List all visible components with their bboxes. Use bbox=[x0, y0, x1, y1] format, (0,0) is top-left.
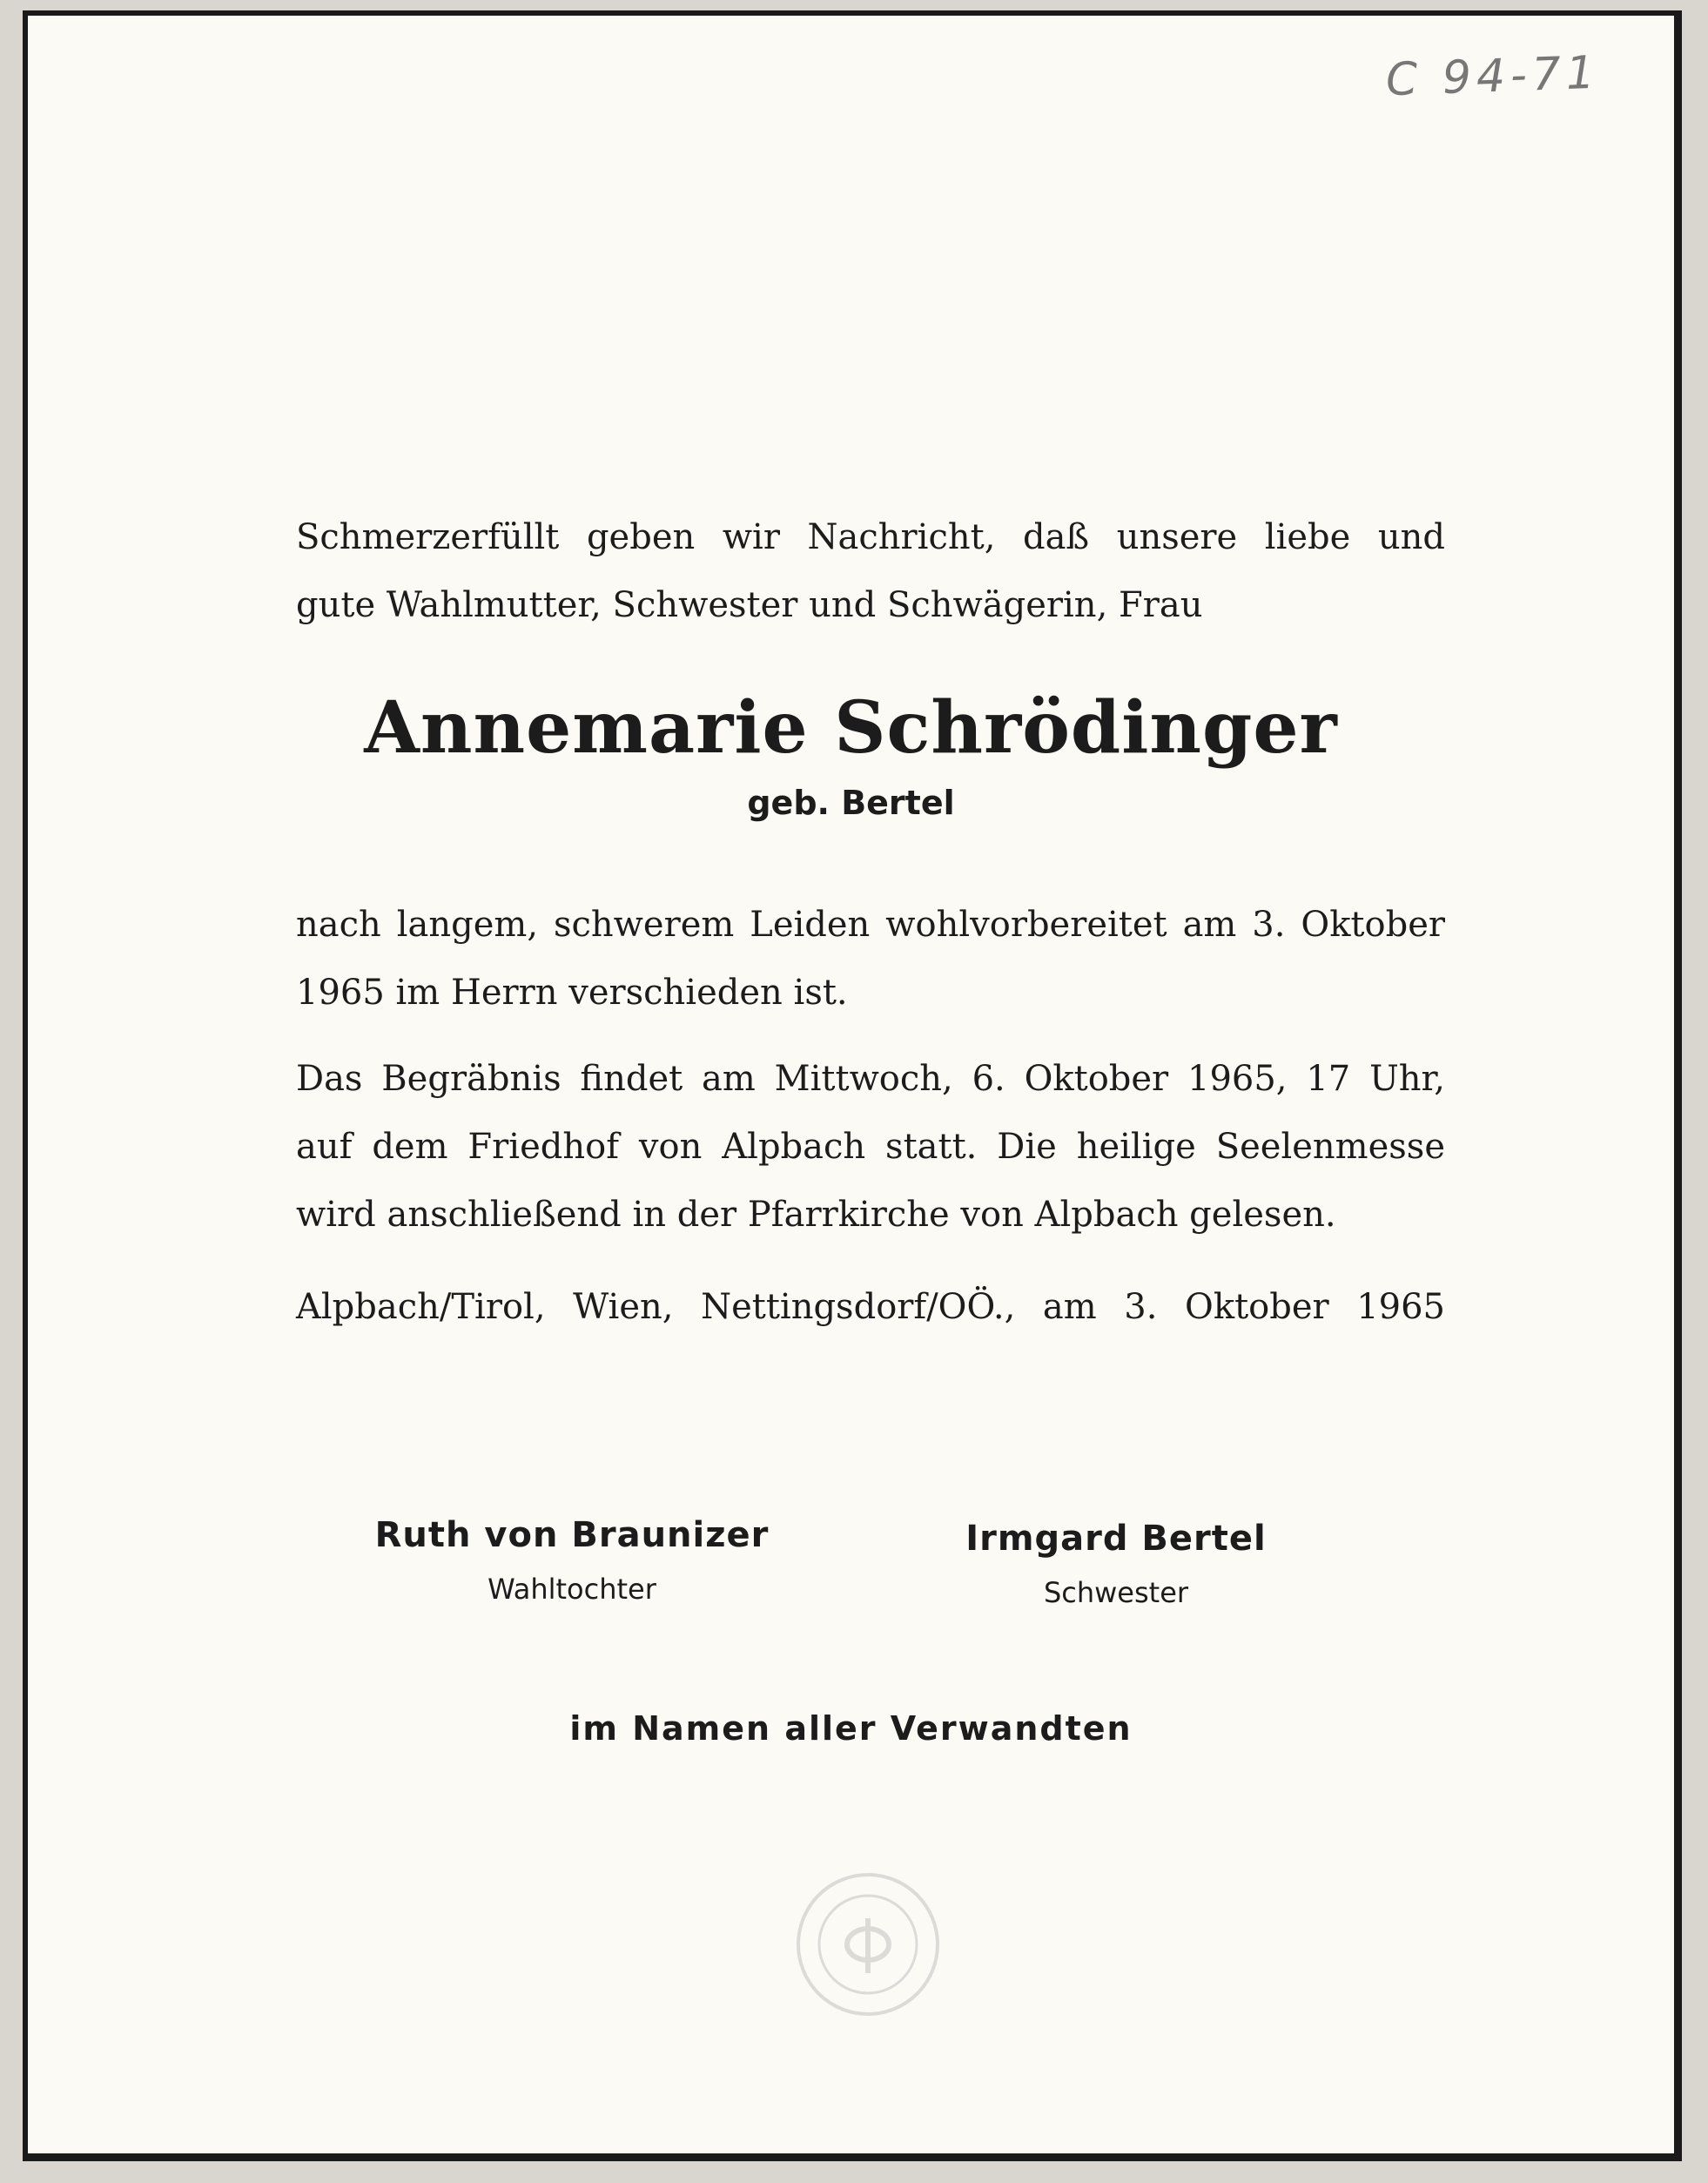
death-notice-line-2: 1965 im Herrn verschieden ist. bbox=[296, 973, 848, 1013]
intro-line-2: gute Wahlmutter, Schwester und Schwägerin, Frau bbox=[296, 585, 1203, 625]
intro-line-1: Schmerzerfüllt geben wir Nachricht, daß unsere liebe und bbox=[296, 517, 1445, 557]
archive-number: C 94-71 bbox=[1385, 46, 1601, 107]
signer-irmgard bbox=[942, 1519, 1290, 1609]
death-notice-paragraph bbox=[296, 891, 1445, 1027]
funeral-line-3: wird anschließend in der Pfarrkirche von Alpbach gelesen. bbox=[296, 1195, 1336, 1235]
closing-line: im Namen aller Verwandten bbox=[569, 1709, 1133, 1748]
library-stamp-icon bbox=[794, 1870, 942, 2018]
deceased-name: Annemarie Schrödinger bbox=[364, 686, 1338, 770]
funeral-line-1: Das Begräbnis findet am Mittwoch, 6. Oktober 1965, 17 Uhr, bbox=[296, 1059, 1445, 1099]
funeral-line-2: auf dem Friedhof von Alpbach statt. Die heilige Seelenmesse bbox=[296, 1127, 1445, 1167]
intro-paragraph bbox=[296, 503, 1445, 639]
funeral-paragraph bbox=[296, 1045, 1445, 1249]
place-date: Alpbach/Tirol, Wien, Nettingsdorf/OÖ., am 3. Oktober 1965 bbox=[296, 1287, 1445, 1327]
signer-role: Schwester bbox=[1043, 1576, 1189, 1609]
signer-role: Wahltochter bbox=[488, 1573, 656, 1606]
signer-name: Ruth von Braunizer bbox=[374, 1515, 770, 1555]
obituary-card bbox=[23, 10, 1682, 2161]
signer-ruth bbox=[359, 1515, 785, 1606]
signer-name: Irmgard Bertel bbox=[965, 1519, 1267, 1559]
death-notice-line-1: nach langem, schwerem Leiden wohlvorbereitet am 3. Oktober bbox=[296, 905, 1445, 945]
birth-name: geb. Bertel bbox=[747, 784, 955, 822]
